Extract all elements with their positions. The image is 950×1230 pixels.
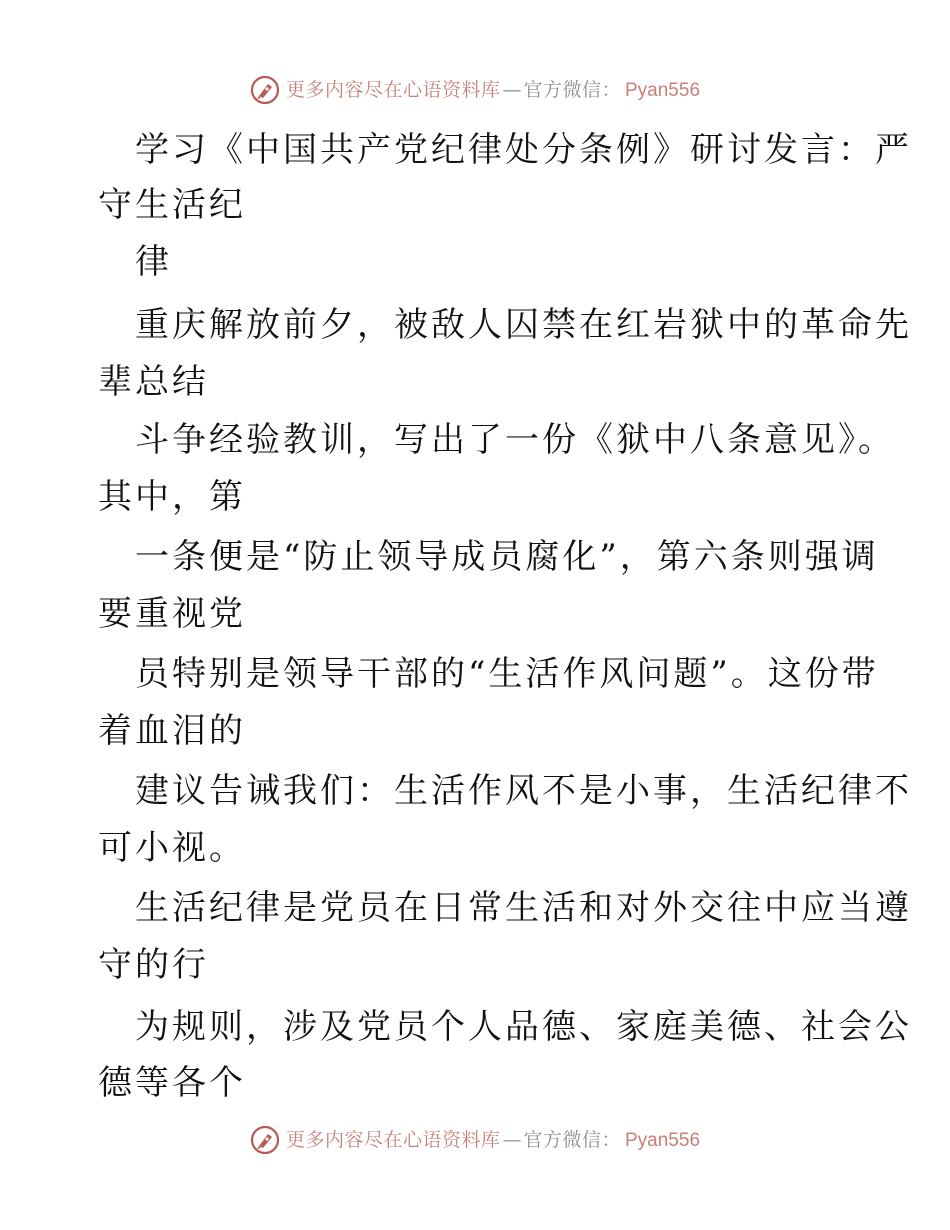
paragraph-line: 着血泪的	[98, 711, 246, 751]
paragraph-line: 斗争经验教训，写出了一份《狱中八条意见》。	[135, 420, 895, 460]
banner-separator: —	[502, 78, 522, 101]
banner-separator: —	[502, 1128, 522, 1151]
paragraph-line: 德等各个	[98, 1063, 246, 1103]
banner-wechat-id: Pyan556	[625, 79, 701, 101]
paragraph-line: 建议告诫我们：生活作风不是小事，生活纪律不	[135, 771, 912, 811]
paragraph-line: 辈总结	[98, 362, 209, 402]
paragraph-line: 其中，第	[98, 477, 246, 517]
banner-wechat-label: 官方微信：	[523, 1128, 621, 1151]
title-line-2: 守生活纪	[98, 185, 246, 225]
paragraph-line: 为规则，涉及党员个人品德、家庭美德、社会公	[135, 1007, 912, 1047]
paragraph-line: 员特别是领导干部的“生活作风问题”。这份带	[135, 654, 879, 694]
title-line-3: 律	[135, 242, 172, 282]
paragraph-line: 重庆解放前夕，被敌人囚禁在红岩狱中的革命先	[135, 305, 912, 345]
paragraph-line: 可小视。	[98, 828, 246, 868]
banner-site-text: 更多内容尽在心语资料库	[285, 78, 501, 101]
paragraph-line: 一条便是“防止领导成员腐化”，第六条则强调	[135, 537, 879, 577]
banner-wechat-label: 官方微信：	[523, 78, 621, 101]
title-line-1: 学习《中国共产党纪律处分条例》研讨发言：严	[135, 130, 912, 170]
banner-wechat-id: Pyan556	[625, 1129, 701, 1151]
paragraph-line: 要重视党	[98, 594, 246, 634]
pen-nib-logo-icon	[250, 1125, 280, 1155]
footer-banner	[0, 1120, 950, 1160]
banner-site-text: 更多内容尽在心语资料库	[285, 1128, 501, 1151]
paragraph-line: 生活纪律是党员在日常生活和对外交往中应当遵	[135, 888, 912, 928]
paragraph-line: 守的行	[98, 945, 209, 985]
